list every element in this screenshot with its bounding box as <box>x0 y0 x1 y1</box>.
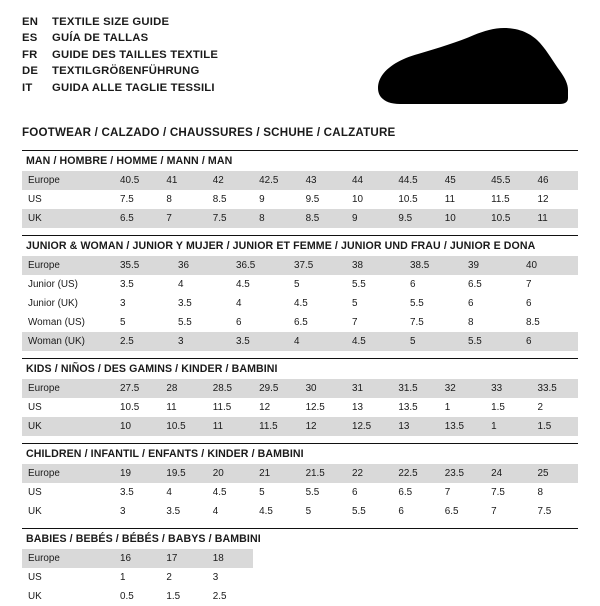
cell: 8 <box>253 209 299 228</box>
cell: 7 <box>160 209 206 228</box>
cell: 5 <box>288 275 346 294</box>
table-row <box>22 190 578 209</box>
cell: 6.5 <box>462 275 520 294</box>
cell: 6 <box>230 313 288 332</box>
cell: 3.5 <box>172 294 230 313</box>
cell: 11.5 <box>207 398 253 417</box>
cell: 45 <box>439 171 485 190</box>
cell: 33.5 <box>532 379 578 398</box>
table-row <box>22 171 578 190</box>
cell: 11 <box>439 190 485 209</box>
table-row <box>22 417 578 436</box>
language-code: FR <box>22 48 38 61</box>
cell: 30 <box>300 379 346 398</box>
cell: 13 <box>346 398 392 417</box>
document-header <box>22 14 578 112</box>
cell: 5.5 <box>300 483 346 502</box>
cell: 4.5 <box>230 275 288 294</box>
cell: 7 <box>520 275 578 294</box>
cell: 28 <box>160 379 206 398</box>
row-label: UK <box>22 587 114 606</box>
category-heading: FOOTWEAR / CALZADO / CHAUSSURES / SCHUHE / CALZATURE <box>22 126 396 139</box>
cell: 6 <box>404 275 462 294</box>
cell: 8 <box>532 483 578 502</box>
cell: 12.5 <box>300 398 346 417</box>
cell: 7 <box>439 483 485 502</box>
cell: 3.5 <box>114 483 160 502</box>
size-table <box>22 171 578 228</box>
cell: 25 <box>532 464 578 483</box>
row-label: Woman (UK) <box>22 332 114 351</box>
cell: 42.5 <box>253 171 299 190</box>
cell: 10 <box>346 190 392 209</box>
table-row <box>22 313 578 332</box>
row-label: Europe <box>22 549 114 568</box>
cell: 4 <box>288 332 346 351</box>
table-row <box>22 483 578 502</box>
cell: 4 <box>160 483 206 502</box>
cell: 7.5 <box>485 483 531 502</box>
cell: 3 <box>114 294 172 313</box>
size-table <box>22 256 578 351</box>
cell: 3.5 <box>114 275 172 294</box>
cell: 13.5 <box>392 398 438 417</box>
cell: 3 <box>172 332 230 351</box>
cell: 5.5 <box>462 332 520 351</box>
section-babies <box>22 529 578 606</box>
row-label: Europe <box>22 464 114 483</box>
size-table <box>22 379 578 436</box>
language-code: ES <box>22 32 38 45</box>
cell: 29.5 <box>253 379 299 398</box>
language-title: GUÍA DE TALLAS <box>52 32 149 45</box>
cell: 3.5 <box>160 502 206 521</box>
cell: 8.5 <box>207 190 253 209</box>
cell: 31.5 <box>392 379 438 398</box>
table-row <box>22 275 578 294</box>
cell: 11.5 <box>485 190 531 209</box>
cell: 41 <box>160 171 206 190</box>
cell: 5 <box>404 332 462 351</box>
cell: 2 <box>160 568 206 587</box>
cell: 6 <box>346 483 392 502</box>
cell: 43 <box>300 171 346 190</box>
cell: 4 <box>230 294 288 313</box>
cell: 33 <box>485 379 531 398</box>
cell: 8.5 <box>520 313 578 332</box>
cell: 21.5 <box>300 464 346 483</box>
cell: 2.5 <box>114 332 172 351</box>
cell: 10 <box>114 417 160 436</box>
cell: 5 <box>346 294 404 313</box>
cell: 6 <box>392 502 438 521</box>
cell: 2.5 <box>207 587 253 606</box>
cell: 10.5 <box>114 398 160 417</box>
language-code: DE <box>22 65 39 78</box>
cell: 28.5 <box>207 379 253 398</box>
cell: 1 <box>439 398 485 417</box>
language-row <box>22 30 218 46</box>
cell: 10.5 <box>392 190 438 209</box>
cell: 36 <box>172 256 230 275</box>
cell: 5 <box>253 483 299 502</box>
section-junior-woman <box>22 236 578 351</box>
language-code: IT <box>22 81 33 94</box>
cell: 40 <box>520 256 578 275</box>
row-label: US <box>22 398 114 417</box>
cell: 40.5 <box>114 171 160 190</box>
cell: 11.5 <box>253 417 299 436</box>
language-title: TEXTILGRÖßENFÜHRUNG <box>52 65 200 78</box>
section-kids <box>22 359 578 436</box>
cell: 1 <box>485 417 531 436</box>
cell: 0.5 <box>114 587 160 606</box>
cell: 6 <box>520 332 578 351</box>
cell: 36.5 <box>230 256 288 275</box>
cell: 3.5 <box>230 332 288 351</box>
cell: 6.5 <box>392 483 438 502</box>
cell: 23.5 <box>439 464 485 483</box>
cell: 6 <box>520 294 578 313</box>
cell: 7.5 <box>207 209 253 228</box>
cell: 8.5 <box>300 209 346 228</box>
size-table <box>22 549 253 606</box>
cell: 4.5 <box>288 294 346 313</box>
cell: 5 <box>114 313 172 332</box>
cell: 4 <box>207 502 253 521</box>
cell: 16 <box>114 549 160 568</box>
table-row <box>22 209 578 228</box>
cell: 19.5 <box>160 464 206 483</box>
cell: 5.5 <box>346 502 392 521</box>
section-title: MAN / HOMBRE / HOMME / MANN / MAN <box>26 155 233 167</box>
section-title: JUNIOR & WOMAN / JUNIOR Y MUJER / JUNIOR ET FEMME / JUNIOR UND FRAU / JUNIOR E DONA <box>26 240 536 252</box>
language-row <box>22 80 218 96</box>
cell: 9 <box>253 190 299 209</box>
cell: 8 <box>462 313 520 332</box>
cell: 7 <box>485 502 531 521</box>
cell: 22 <box>346 464 392 483</box>
cell: 1.5 <box>532 417 578 436</box>
cell: 46 <box>532 171 578 190</box>
cell: 3 <box>207 568 253 587</box>
cell: 5 <box>300 502 346 521</box>
cell: 9.5 <box>300 190 346 209</box>
cell: 42 <box>207 171 253 190</box>
cell: 1.5 <box>160 587 206 606</box>
language-title: GUIDE DES TAILLES TEXTILE <box>52 48 219 61</box>
cell: 11 <box>160 398 206 417</box>
row-label: UK <box>22 209 114 228</box>
language-title-list <box>22 14 218 96</box>
cell: 21 <box>253 464 299 483</box>
cell: 27.5 <box>114 379 160 398</box>
cell: 13 <box>392 417 438 436</box>
cell: 7 <box>346 313 404 332</box>
table-row <box>22 256 578 275</box>
language-title: TEXTILE SIZE GUIDE <box>52 16 170 28</box>
cell: 19 <box>114 464 160 483</box>
table-row <box>22 587 253 606</box>
cell: 12 <box>253 398 299 417</box>
row-label: UK <box>22 502 114 521</box>
table-row <box>22 379 578 398</box>
dress-shoe-icon <box>372 26 572 112</box>
row-label: Junior (UK) <box>22 294 114 313</box>
table-row <box>22 549 253 568</box>
cell: 32 <box>439 379 485 398</box>
cell: 5.5 <box>404 294 462 313</box>
language-row <box>22 47 218 63</box>
cell: 44 <box>346 171 392 190</box>
row-label: Europe <box>22 379 114 398</box>
cell: 31 <box>346 379 392 398</box>
cell: 12 <box>532 190 578 209</box>
row-label: Junior (US) <box>22 275 114 294</box>
cell: 22.5 <box>392 464 438 483</box>
row-label: US <box>22 568 114 587</box>
cell: 20 <box>207 464 253 483</box>
cell: 4 <box>172 275 230 294</box>
row-label: Europe <box>22 256 114 275</box>
cell: 4.5 <box>346 332 404 351</box>
cell: 18 <box>207 549 253 568</box>
row-label: Woman (US) <box>22 313 114 332</box>
cell: 7.5 <box>404 313 462 332</box>
row-label: Europe <box>22 171 114 190</box>
cell: 3 <box>114 502 160 521</box>
cell: 45.5 <box>485 171 531 190</box>
table-row <box>22 568 253 587</box>
cell: 1 <box>114 568 160 587</box>
cell: 12.5 <box>346 417 392 436</box>
cell: 7.5 <box>114 190 160 209</box>
language-row <box>22 63 218 79</box>
cell: 38.5 <box>404 256 462 275</box>
cell: 9.5 <box>392 209 438 228</box>
cell: 8 <box>160 190 206 209</box>
section-title: KIDS / NIÑOS / DES GAMINS / KINDER / BAMBINI <box>26 363 278 375</box>
cell: 39 <box>462 256 520 275</box>
cell: 10 <box>439 209 485 228</box>
cell: 37.5 <box>288 256 346 275</box>
language-row <box>22 14 218 30</box>
table-row <box>22 464 578 483</box>
cell: 10.5 <box>160 417 206 436</box>
cell: 35.5 <box>114 256 172 275</box>
cell: 4.5 <box>253 502 299 521</box>
table-row <box>22 332 578 351</box>
cell: 44.5 <box>392 171 438 190</box>
row-label: US <box>22 190 114 209</box>
cell: 5.5 <box>346 275 404 294</box>
cell: 10.5 <box>485 209 531 228</box>
section-man <box>22 151 578 228</box>
cell: 11 <box>532 209 578 228</box>
section-title: BABIES / BEBÉS / BÉBÉS / BABYS / BAMBINI <box>26 533 261 545</box>
table-row <box>22 294 578 313</box>
cell: 2 <box>532 398 578 417</box>
row-label: UK <box>22 417 114 436</box>
table-row <box>22 398 578 417</box>
language-title: GUIDA ALLE TAGLIE TESSILI <box>52 81 215 94</box>
language-code: EN <box>22 16 39 28</box>
section-children <box>22 444 578 521</box>
cell: 6 <box>462 294 520 313</box>
size-table <box>22 464 578 521</box>
cell: 9 <box>346 209 392 228</box>
section-title: CHILDREN / INFANTIL / ENFANTS / KINDER / BAMBINI <box>26 448 304 460</box>
cell: 12 <box>300 417 346 436</box>
cell: 6.5 <box>114 209 160 228</box>
cell: 11 <box>207 417 253 436</box>
cell: 6.5 <box>439 502 485 521</box>
cell: 38 <box>346 256 404 275</box>
cell: 24 <box>485 464 531 483</box>
table-row <box>22 502 578 521</box>
cell: 1.5 <box>485 398 531 417</box>
cell: 7.5 <box>532 502 578 521</box>
cell: 5.5 <box>172 313 230 332</box>
cell: 4.5 <box>207 483 253 502</box>
cell: 17 <box>160 549 206 568</box>
cell: 6.5 <box>288 313 346 332</box>
cell: 13.5 <box>439 417 485 436</box>
row-label: US <box>22 483 114 502</box>
